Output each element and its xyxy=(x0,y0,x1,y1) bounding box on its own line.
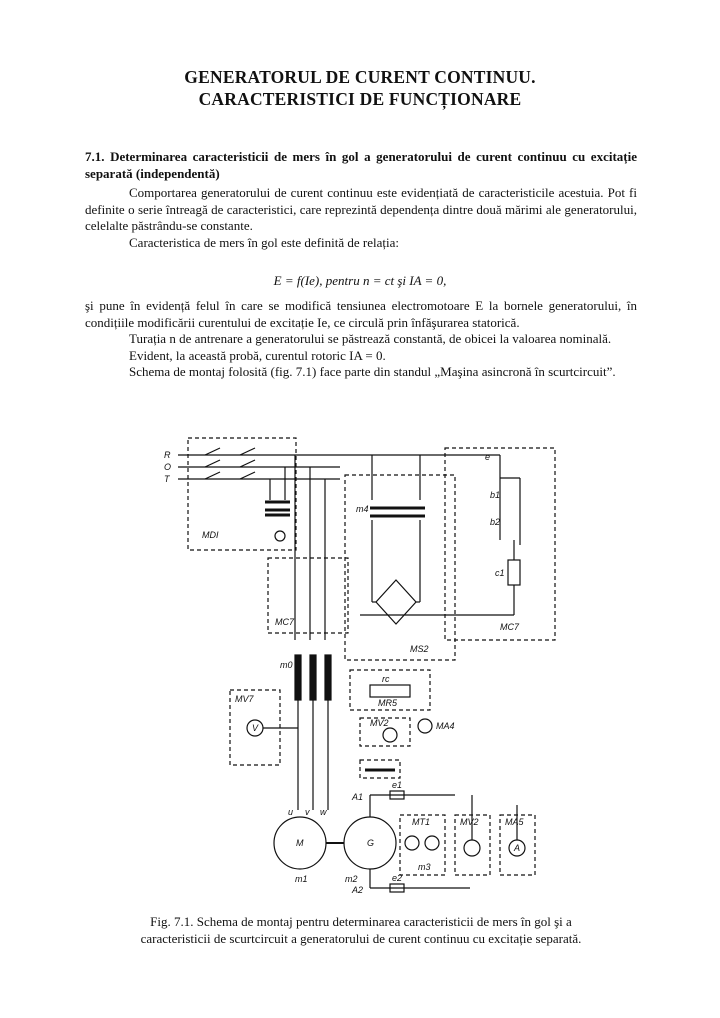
label-mdi: MDI xyxy=(202,530,219,540)
circuit-diagram xyxy=(160,430,570,905)
label-m3: m3 xyxy=(418,862,431,872)
label-c1: c1 xyxy=(495,568,505,578)
label-mv2-top: MV2 xyxy=(370,718,389,728)
label-m1: m1 xyxy=(295,874,308,884)
paragraph-4: Turația n de antrenare a generatorului se păstrează constantă, de obicei la valoarea nominală. xyxy=(129,331,612,346)
paragraph-5: Evident, la această probă, curentul rotoric IA = 0. xyxy=(129,347,386,363)
label-voltmeter: V xyxy=(252,723,259,733)
label-generator: G xyxy=(367,838,375,848)
label-a2: A2 xyxy=(352,885,364,895)
paragraph-1: Comportarea generatorului de curent continuu este evidențiată de caracteristicile acestuia. Pot fi definite o serie întreagă de caracteristici, care reprezintă dependența dintre două mărimi ale generatorului, celelalte păstrându-se constante. xyxy=(85,185,637,233)
label-o: O xyxy=(164,462,172,472)
label-a1: A1 xyxy=(352,792,364,802)
label-v: v xyxy=(305,807,310,817)
label-rc: rc xyxy=(382,674,390,684)
section-heading: 7.1. Determinarea caracteristicii de mers în gol a generatorului de curent continuu cu excitație separată (independentă) xyxy=(85,149,637,181)
paragraph-6: Schema de montaj folosită (fig. 7.1) face parte din standul „Maşina asincronă în scurtcircuit”. xyxy=(129,364,616,379)
formula-text: E = f(Ie), pentru n = ct şi IA = 0, xyxy=(273,273,447,288)
label-mr5: MR5 xyxy=(378,698,398,708)
figure-caption xyxy=(85,913,637,947)
paragraph-2: Caracteristica de mers în gol este definită de relația: xyxy=(129,234,399,250)
label-u: u xyxy=(288,807,294,817)
label-t: T xyxy=(164,474,170,484)
paragraph-block-1 xyxy=(85,185,637,251)
label-ms2: MS2 xyxy=(410,644,429,654)
title-line-2: CARACTERISTICI DE FUNCȚIONARE xyxy=(198,89,522,109)
label-e: e xyxy=(485,452,491,462)
label-mv2-bottom: MV2 xyxy=(460,817,479,827)
label-ammeter: A xyxy=(514,843,521,853)
label-ma4: MA4 xyxy=(436,721,455,731)
document-title xyxy=(0,66,720,110)
label-mc7-left: MC7 xyxy=(275,617,295,627)
caption-line-2: caracteristicii de scurtcircuit a generatorului de curent continuu cu excitație separată. xyxy=(140,931,582,946)
label-m2: m2 xyxy=(345,874,358,884)
label-mc7-right: MC7 xyxy=(500,622,520,632)
label-b2: b2 xyxy=(490,517,501,527)
label-w: w xyxy=(320,807,327,817)
label-m4: m4 xyxy=(356,504,369,514)
caption-line-1: Fig. 7.1. Schema de montaj pentru determinarea caracteristicii de mers în gol şi a xyxy=(150,914,572,929)
label-e1: e1 xyxy=(392,780,403,790)
label-m0: m0 xyxy=(280,660,293,670)
label-b1: b1 xyxy=(490,490,501,500)
label-mv7: MV7 xyxy=(235,694,254,704)
paragraph-block-2 xyxy=(85,298,637,381)
label-e2: e2 xyxy=(392,873,403,883)
label-mt1: MT1 xyxy=(412,817,430,827)
label-r: R xyxy=(164,450,171,460)
formula xyxy=(0,273,720,289)
label-motor: M xyxy=(296,838,304,848)
paragraph-3: şi pune în evidență felul în care se modifică tensiunea electromotoare E la bornele generatorului, în condițiile modificării curentului de excitație Ie, ce circulă prin înfăşurarea statorică. xyxy=(85,298,637,330)
title-line-1: GENERATORUL DE CURENT CONTINUU. xyxy=(184,67,536,87)
label-ma5: MA5 xyxy=(505,817,524,827)
